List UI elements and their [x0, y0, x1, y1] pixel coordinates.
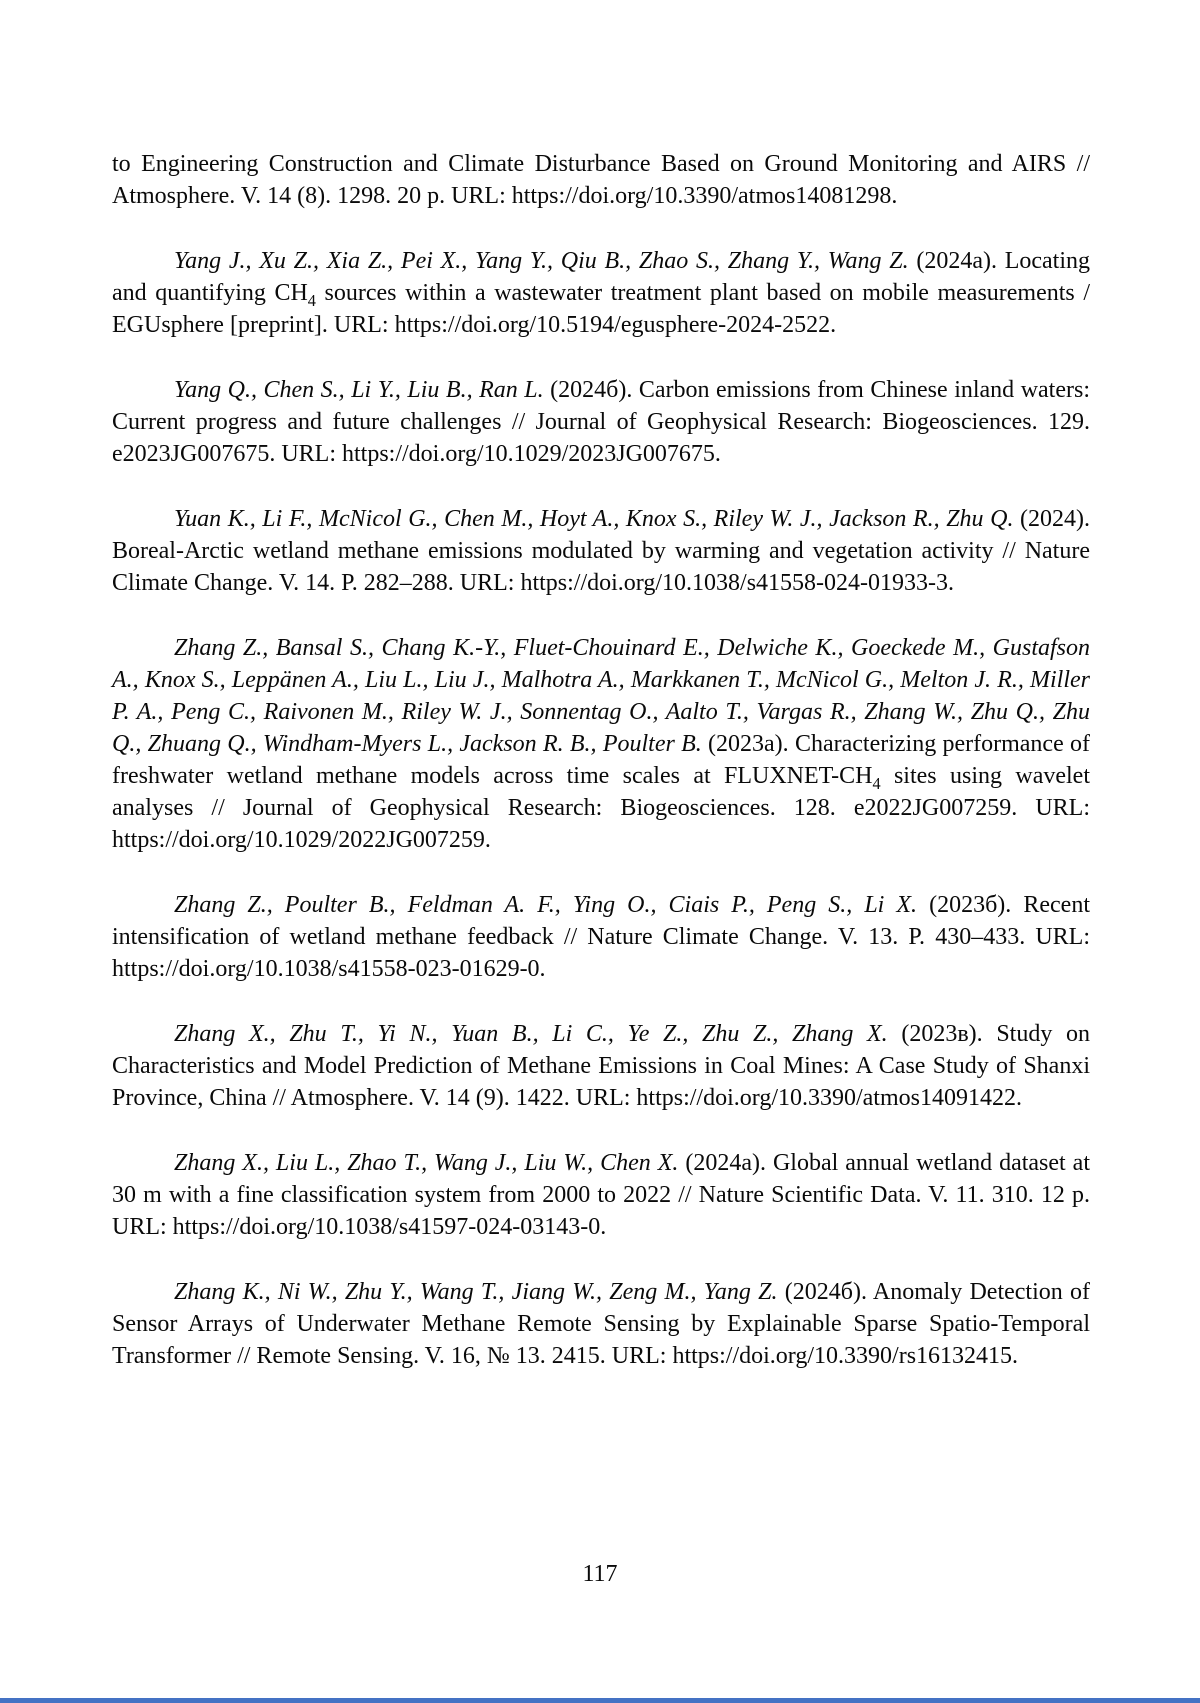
- window-bottom-edge: [0, 1698, 1200, 1703]
- reference-authors: Yuan K., Li F., McNicol G., Chen M., Hoyt A., Knox S., Riley W. J., Jackson R., Zhu Q.: [174, 506, 1014, 532]
- reference-text: (2023a). Characterizing performance of freshwater wetland methane models across time scales at FLUXNET-CH: [112, 731, 1090, 789]
- reference-text: (2023в). Study on Characteristics and Model Prediction of Methane Emissions in Coal Mines: A Case Study of Shanxi Province, China // Atmosphere. V. 14 (9). 1422. URL: https://doi.org/10.3390/atmos14091422.: [112, 1021, 1090, 1111]
- reference-text: sites using wavelet analyses // Journal of Geophysical Research: Biogeosciences. 128. e2022JG007259. URL: https://doi.org/10.1029/2022JG007259.: [112, 763, 1090, 853]
- reference-authors: Yang Q., Chen S., Li Y., Liu B., Ran L.: [174, 377, 544, 403]
- reference-entry: [112, 889, 1090, 985]
- reference-text: to Engineering Construction and Climate Disturbance Based on Ground Monitoring and AIRS // Atmosphere. V. 14 (8). 1298. 20 p. URL: https://doi.org/10.3390/atmos14081298.: [112, 151, 1090, 209]
- references-list: [112, 148, 1090, 1405]
- reference-text: (2024a). Locating and quantifying CH: [112, 248, 1091, 306]
- page-number: 117: [582, 1561, 618, 1587]
- reference-authors: Yang J., Xu Z., Xia Z., Pei X., Yang Y., Qiu B., Zhao S., Zhang Y., Wang Z.: [174, 248, 909, 274]
- reference-entry: [112, 1018, 1090, 1114]
- reference-authors: Zhang K., Ni W., Zhu Y., Wang T., Jiang W., Zeng M., Yang Z.: [174, 1279, 778, 1305]
- reference-text: (2024). Boreal-Arctic wetland methane emissions modulated by warming and vegetation activity // Nature Climate Change. V. 14. P. 282–288. URL: https://doi.org/10.1038/s41558-024-01933-3.: [112, 506, 1091, 596]
- reference-entry: [112, 632, 1090, 856]
- reference-entry: [112, 374, 1090, 470]
- reference-entry: [112, 245, 1090, 341]
- reference-authors: Zhang Z., Bansal S., Chang K.-Y., Fluet-Chouinard E., Delwiche K., Goeckede M., Gustafson A., Knox S., Leppänen A., Liu L., Liu J., Malhotra A., Markkanen T., McNicol G., Melton J. R., Miller P. A., Peng C., Raivonen M., Riley W. J., Sonnentag O., Aalto T., Vargas R., Zhang W., Zhu Q., Zhu Q., Zhuang Q., Windham-Myers L., Jackson R. B., Poulter B.: [112, 635, 1090, 757]
- reference-entry: [112, 1147, 1090, 1243]
- reference-text: sources within a wastewater treatment plant based on mobile measurements / EGUsphere [preprint]. URL: https://doi.org/10.5194/egusphere-2024-2522.: [112, 280, 1091, 338]
- reference-entry: [112, 148, 1090, 212]
- reference-text: (2024б). Anomaly Detection of Sensor Arrays of Underwater Methane Remote Sensing by Explainable Sparse Spatio-Temporal Transformer // Remote Sensing. V. 16, № 13. 2415. URL: https://doi.org/10.3390/rs16132415.: [112, 1279, 1090, 1369]
- reference-authors: Zhang Z., Poulter B., Feldman A. F., Ying O., Ciais P., Peng S., Li X.: [174, 892, 918, 918]
- reference-text: (2024a). Global annual wetland dataset at 30 m with a fine classification system from 2000 to 2022 // Nature Scientific Data. V. 11. 310. 12 p. URL: https://doi.org/10.1038/s41597-024-03143-0.: [112, 1150, 1090, 1240]
- reference-authors: Zhang X., Zhu T., Yi N., Yuan B., Li C., Ye Z., Zhu Z., Zhang X.: [174, 1021, 888, 1047]
- reference-authors: Zhang X., Liu L., Zhao T., Wang J., Liu W., Chen X.: [174, 1150, 679, 1176]
- reference-text: (2024б). Carbon emissions from Chinese inland waters: Current progress and future challenges // Journal of Geophysical Research: Biogeosciences. 129. e2023JG007675. URL: https://doi.org/10.1029/2023JG007675.: [112, 377, 1090, 467]
- reference-entry: [112, 1276, 1090, 1372]
- reference-text: (2023б). Recent intensification of wetland methane feedback // Nature Climate Change. V. 13. P. 430–433. URL: https://doi.org/10.1038/s41558-023-01629-0.: [112, 892, 1090, 982]
- reference-entry: [112, 503, 1090, 599]
- reference-text: 4: [872, 773, 881, 793]
- reference-text: 4: [307, 290, 316, 310]
